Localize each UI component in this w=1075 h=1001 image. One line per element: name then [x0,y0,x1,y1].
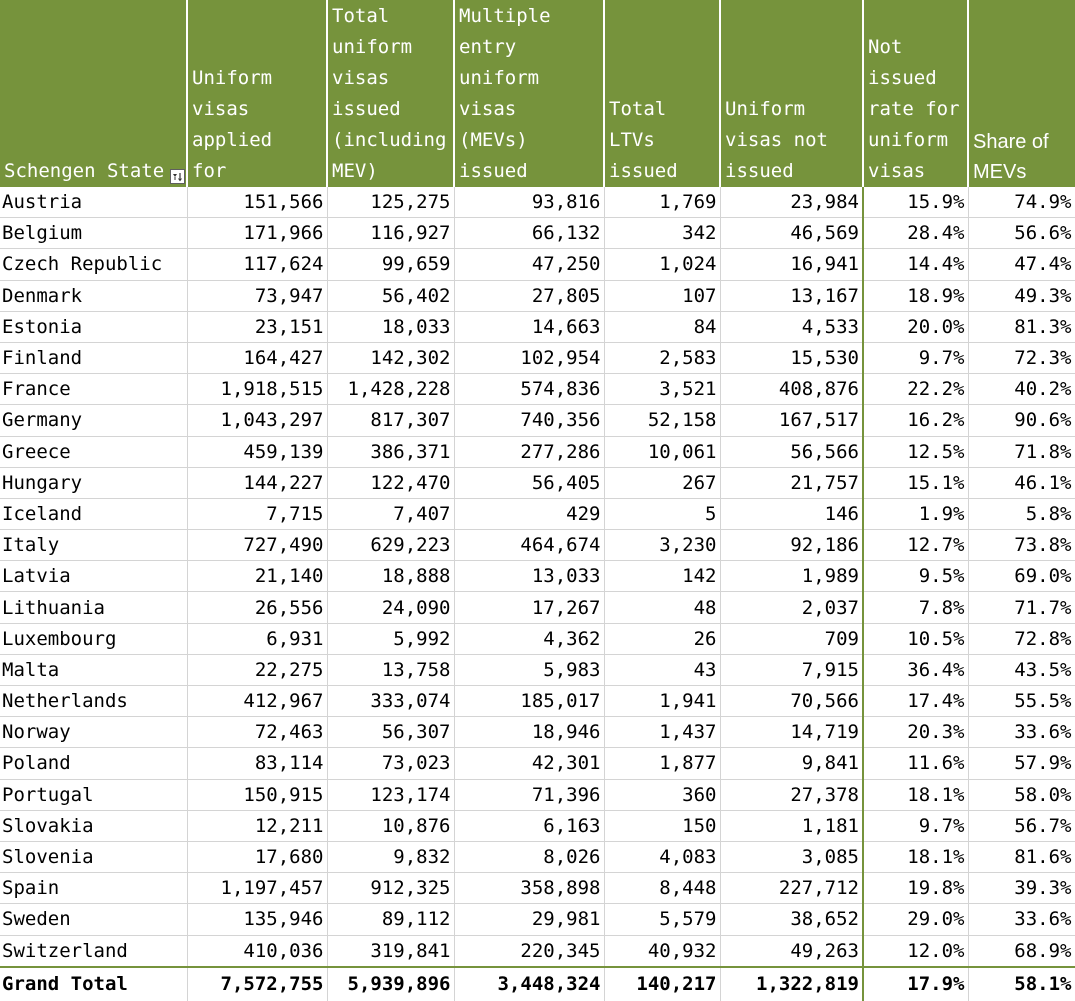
data-cell[interactable]: 47,250 [454,249,604,280]
data-cell[interactable]: 42,301 [454,748,604,779]
data-cell[interactable]: 46.1% [968,467,1075,498]
data-cell[interactable]: 47.4% [968,249,1075,280]
data-cell[interactable]: 9.5% [863,561,968,592]
data-cell[interactable]: 52,158 [604,405,720,436]
data-cell[interactable]: 40.2% [968,374,1075,405]
data-cell[interactable]: 1.9% [863,498,968,529]
data-cell[interactable]: 3,521 [604,374,720,405]
data-cell[interactable]: 90.6% [968,405,1075,436]
data-cell[interactable]: 144,227 [187,467,327,498]
data-cell[interactable]: 319,841 [327,935,454,967]
header-cell-share-of-mevs: Share of MEVs [968,0,1075,187]
data-cell[interactable]: 55.5% [968,686,1075,717]
data-cell[interactable]: 360 [604,779,720,810]
table-footer [0,967,1075,1001]
data-cell[interactable]: 817,307 [327,405,454,436]
data-cell[interactable]: 66,132 [454,218,604,249]
data-cell[interactable]: 386,371 [327,436,454,467]
data-cell[interactable]: 727,490 [187,530,327,561]
data-cell[interactable]: 29.0% [863,904,968,935]
data-cell[interactable]: 464,674 [454,530,604,561]
table-row [0,405,1075,436]
data-cell[interactable]: 73.8% [968,530,1075,561]
row-label-cell[interactable]: Czech Republic [0,249,187,280]
data-cell[interactable]: 23,984 [720,187,863,218]
table-body [0,187,1075,967]
data-cell[interactable]: 8,026 [454,841,604,872]
data-cell[interactable]: 459,139 [187,436,327,467]
row-label-cell[interactable]: Austria [0,187,187,218]
row-label-cell[interactable]: Iceland [0,498,187,529]
data-cell[interactable]: 1,941 [604,686,720,717]
data-cell[interactable]: 14,719 [720,717,863,748]
data-cell[interactable]: 4,083 [604,841,720,872]
data-cell[interactable]: 56,402 [327,280,454,311]
data-cell[interactable]: 142,302 [327,342,454,373]
data-cell[interactable]: 142 [604,561,720,592]
data-cell[interactable]: 20.3% [863,717,968,748]
table-row [0,717,1075,748]
data-cell[interactable]: 27,805 [454,280,604,311]
data-cell[interactable]: 92,186 [720,530,863,561]
table-row [0,467,1075,498]
data-cell[interactable]: 36.4% [863,654,968,685]
data-cell[interactable]: 1,989 [720,561,863,592]
data-cell[interactable]: 43 [604,654,720,685]
row-label-cell[interactable]: Estonia [0,311,187,342]
data-cell[interactable]: 3,230 [604,530,720,561]
table-row [0,218,1075,249]
data-cell[interactable]: 21,140 [187,561,327,592]
table-row [0,249,1075,280]
data-cell[interactable]: 150 [604,810,720,841]
data-cell[interactable]: 73,023 [327,748,454,779]
table-row [0,561,1075,592]
table-row [0,810,1075,841]
header-cell-mevs-issued: Multiple entry uniform visas (MEVs) issued [454,0,604,187]
table-row [0,748,1075,779]
data-cell[interactable]: 10.5% [863,623,968,654]
grand-total-cell[interactable]: 5,939,896 [327,967,454,1001]
grand-total-cell[interactable]: 17.9% [863,967,968,1001]
row-label-cell[interactable]: Slovakia [0,810,187,841]
header-cell-schengen-state[interactable] [0,0,187,187]
data-cell[interactable]: 68.9% [968,935,1075,967]
row-label-cell[interactable]: Lithuania [0,592,187,623]
data-cell[interactable]: 277,286 [454,436,604,467]
data-cell[interactable]: 4,533 [720,311,863,342]
data-cell[interactable]: 135,946 [187,904,327,935]
data-cell[interactable]: 74.9% [968,187,1075,218]
data-cell[interactable]: 43.5% [968,654,1075,685]
data-cell[interactable]: 93,816 [454,187,604,218]
data-cell[interactable]: 15.9% [863,187,968,218]
data-cell[interactable]: 49,263 [720,935,863,967]
data-cell[interactable]: 1,024 [604,249,720,280]
header-cell-visas-not-issued: Uniform visas not issued [720,0,863,187]
data-cell[interactable]: 167,517 [720,405,863,436]
data-cell[interactable]: 11.6% [863,748,968,779]
data-cell[interactable]: 48 [604,592,720,623]
data-cell[interactable]: 709 [720,623,863,654]
table-row [0,311,1075,342]
data-cell[interactable]: 20.0% [863,311,968,342]
grand-total-row [0,967,1075,1001]
data-cell[interactable]: 40,932 [604,935,720,967]
data-cell[interactable]: 9,841 [720,748,863,779]
data-cell[interactable]: 185,017 [454,686,604,717]
header-cell-visas-issued: Total uniform visas issued (including MEV) [327,0,454,187]
grand-total-cell[interactable]: 1,322,819 [720,967,863,1001]
data-cell[interactable]: 57.9% [968,748,1075,779]
row-label-cell[interactable]: Denmark [0,280,187,311]
data-cell[interactable]: 12.7% [863,530,968,561]
filter-sort-icon[interactable] [170,169,185,184]
data-cell[interactable]: 7,407 [327,498,454,529]
data-cell[interactable]: 38,652 [720,904,863,935]
header-label-schengen-state: Schengen State [4,160,165,182]
data-cell[interactable]: 69.0% [968,561,1075,592]
data-cell[interactable]: 333,074 [327,686,454,717]
data-cell[interactable]: 33.6% [968,904,1075,935]
data-cell[interactable]: 72.8% [968,623,1075,654]
data-cell[interactable]: 1,428,228 [327,374,454,405]
table-row [0,904,1075,935]
row-label-cell[interactable]: Switzerland [0,935,187,967]
data-cell[interactable]: 740,356 [454,405,604,436]
row-label-cell[interactable]: Spain [0,873,187,904]
data-cell[interactable]: 28.4% [863,218,968,249]
row-label-cell[interactable]: Belgium [0,218,187,249]
data-cell[interactable]: 7,715 [187,498,327,529]
data-cell[interactable]: 342 [604,218,720,249]
data-cell[interactable]: 17,267 [454,592,604,623]
table-row [0,592,1075,623]
table-row [0,187,1075,218]
data-cell[interactable]: 83,114 [187,748,327,779]
data-cell[interactable]: 26,556 [187,592,327,623]
data-cell[interactable]: 267 [604,467,720,498]
data-cell[interactable]: 164,427 [187,342,327,373]
table-row [0,374,1075,405]
data-cell[interactable]: 56,566 [720,436,863,467]
data-cell[interactable]: 1,437 [604,717,720,748]
data-cell[interactable]: 26 [604,623,720,654]
data-cell[interactable]: 146 [720,498,863,529]
data-cell[interactable]: 56.6% [968,218,1075,249]
data-cell[interactable]: 5,983 [454,654,604,685]
row-label-cell[interactable]: Greece [0,436,187,467]
data-cell[interactable]: 116,927 [327,218,454,249]
data-cell[interactable]: 3,085 [720,841,863,872]
data-cell[interactable]: 99,659 [327,249,454,280]
data-cell[interactable]: 125,275 [327,187,454,218]
data-cell[interactable]: 72,463 [187,717,327,748]
data-cell[interactable]: 23,151 [187,311,327,342]
row-label-cell[interactable]: Malta [0,654,187,685]
data-cell[interactable]: 24,090 [327,592,454,623]
table-row [0,623,1075,654]
row-label-cell[interactable]: Portugal [0,779,187,810]
grand-total-cell[interactable]: 140,217 [604,967,720,1001]
data-cell[interactable]: 358,898 [454,873,604,904]
data-cell[interactable]: 6,163 [454,810,604,841]
table-row [0,779,1075,810]
data-cell[interactable]: 1,769 [604,187,720,218]
data-cell[interactable]: 2,037 [720,592,863,623]
data-cell[interactable]: 12.0% [863,935,968,967]
data-cell[interactable]: 8,448 [604,873,720,904]
data-cell[interactable]: 107 [604,280,720,311]
table-row [0,436,1075,467]
data-cell[interactable]: 18,033 [327,311,454,342]
data-cell[interactable]: 18,888 [327,561,454,592]
row-label-cell[interactable]: Germany [0,405,187,436]
data-cell[interactable]: 29,981 [454,904,604,935]
data-cell[interactable]: 56,307 [327,717,454,748]
data-cell[interactable]: 15,530 [720,342,863,373]
data-cell[interactable]: 5,992 [327,623,454,654]
table-row [0,498,1075,529]
data-cell[interactable]: 123,174 [327,779,454,810]
table-row [0,873,1075,904]
data-cell[interactable]: 16,941 [720,249,863,280]
data-cell[interactable]: 18.1% [863,779,968,810]
data-cell[interactable]: 21,757 [720,467,863,498]
data-cell[interactable]: 56.7% [968,810,1075,841]
table-row [0,686,1075,717]
data-cell[interactable]: 574,836 [454,374,604,405]
header-cell-not-issued-rate: Not issued rate for uniform visas [863,0,968,187]
data-cell[interactable]: 14,663 [454,311,604,342]
data-cell[interactable]: 81.3% [968,311,1075,342]
table-row [0,935,1075,967]
data-cell[interactable]: 18.1% [863,841,968,872]
grand-total-cell[interactable]: 58.1% [968,967,1075,1001]
row-label-cell[interactable]: Italy [0,530,187,561]
data-cell[interactable]: 22,275 [187,654,327,685]
data-cell[interactable]: 49.3% [968,280,1075,311]
data-cell[interactable]: 1,043,297 [187,405,327,436]
data-cell[interactable]: 5,579 [604,904,720,935]
data-cell[interactable]: 912,325 [327,873,454,904]
data-cell[interactable]: 81.6% [968,841,1075,872]
header-row [0,0,1075,187]
data-cell[interactable]: 227,712 [720,873,863,904]
row-label-cell[interactable]: France [0,374,187,405]
data-cell[interactable]: 171,966 [187,218,327,249]
row-label-cell[interactable]: Hungary [0,467,187,498]
data-cell[interactable]: 412,967 [187,686,327,717]
data-cell[interactable]: 33.6% [968,717,1075,748]
header-cell-ltvs-issued: Total LTVs issued [604,0,720,187]
row-label-cell[interactable]: Norway [0,717,187,748]
header-cell-visas-applied: Uniform visas applied for [187,0,327,187]
data-cell[interactable]: 22.2% [863,374,968,405]
data-cell[interactable]: 122,470 [327,467,454,498]
data-cell[interactable]: 9.7% [863,810,968,841]
data-cell[interactable]: 84 [604,311,720,342]
data-cell[interactable]: 1,197,457 [187,873,327,904]
row-label-cell[interactable]: Finland [0,342,187,373]
data-cell[interactable]: 71.7% [968,592,1075,623]
table-row [0,530,1075,561]
row-label-cell[interactable]: Poland [0,748,187,779]
data-cell[interactable]: 220,345 [454,935,604,967]
data-cell[interactable]: 408,876 [720,374,863,405]
data-cell[interactable]: 56,405 [454,467,604,498]
table-row [0,280,1075,311]
table-header [0,0,1075,187]
data-cell[interactable]: 15.1% [863,467,968,498]
data-cell[interactable]: 13,033 [454,561,604,592]
data-cell[interactable]: 5 [604,498,720,529]
data-cell[interactable]: 70,566 [720,686,863,717]
data-cell[interactable]: 6,931 [187,623,327,654]
table-row [0,841,1075,872]
data-cell[interactable]: 10,876 [327,810,454,841]
table-row [0,342,1075,373]
data-cell[interactable]: 7,915 [720,654,863,685]
data-cell[interactable]: 14.4% [863,249,968,280]
grand-total-cell[interactable]: 7,572,755 [187,967,327,1001]
data-cell[interactable]: 117,624 [187,249,327,280]
data-cell[interactable]: 73,947 [187,280,327,311]
data-cell[interactable]: 9.7% [863,342,968,373]
data-cell[interactable]: 151,566 [187,187,327,218]
data-cell[interactable]: 18.9% [863,280,968,311]
row-label-cell[interactable]: Slovenia [0,841,187,872]
data-cell[interactable]: 19.8% [863,873,968,904]
data-cell[interactable]: 72.3% [968,342,1075,373]
data-cell[interactable]: 58.0% [968,779,1075,810]
data-cell[interactable]: 12.5% [863,436,968,467]
data-cell[interactable]: 5.8% [968,498,1075,529]
data-cell[interactable]: 629,223 [327,530,454,561]
data-cell[interactable]: 410,036 [187,935,327,967]
data-cell[interactable]: 16.2% [863,405,968,436]
data-cell[interactable]: 7.8% [863,592,968,623]
data-cell[interactable]: 2,583 [604,342,720,373]
data-cell[interactable]: 10,061 [604,436,720,467]
data-cell[interactable]: 17.4% [863,686,968,717]
row-label-cell[interactable]: Sweden [0,904,187,935]
table-row [0,654,1075,685]
data-cell[interactable]: 18,946 [454,717,604,748]
grand-total-label[interactable]: Grand Total [0,967,187,1001]
data-cell[interactable]: 9,832 [327,841,454,872]
row-label-cell[interactable]: Luxembourg [0,623,187,654]
data-cell[interactable]: 1,181 [720,810,863,841]
row-label-cell[interactable]: Latvia [0,561,187,592]
data-cell[interactable]: 89,112 [327,904,454,935]
data-cell[interactable]: 71.8% [968,436,1075,467]
data-cell[interactable]: 150,915 [187,779,327,810]
row-label-cell[interactable]: Netherlands [0,686,187,717]
data-cell[interactable]: 13,758 [327,654,454,685]
data-cell[interactable]: 13,167 [720,280,863,311]
data-cell[interactable]: 46,569 [720,218,863,249]
data-cell[interactable]: 429 [454,498,604,529]
data-cell[interactable]: 12,211 [187,810,327,841]
data-cell[interactable]: 39.3% [968,873,1075,904]
data-cell[interactable]: 27,378 [720,779,863,810]
data-cell[interactable]: 1,877 [604,748,720,779]
data-cell[interactable]: 102,954 [454,342,604,373]
data-cell[interactable]: 4,362 [454,623,604,654]
data-cell[interactable]: 1,918,515 [187,374,327,405]
data-cell[interactable]: 17,680 [187,841,327,872]
grand-total-cell[interactable]: 3,448,324 [454,967,604,1001]
data-cell[interactable]: 71,396 [454,779,604,810]
